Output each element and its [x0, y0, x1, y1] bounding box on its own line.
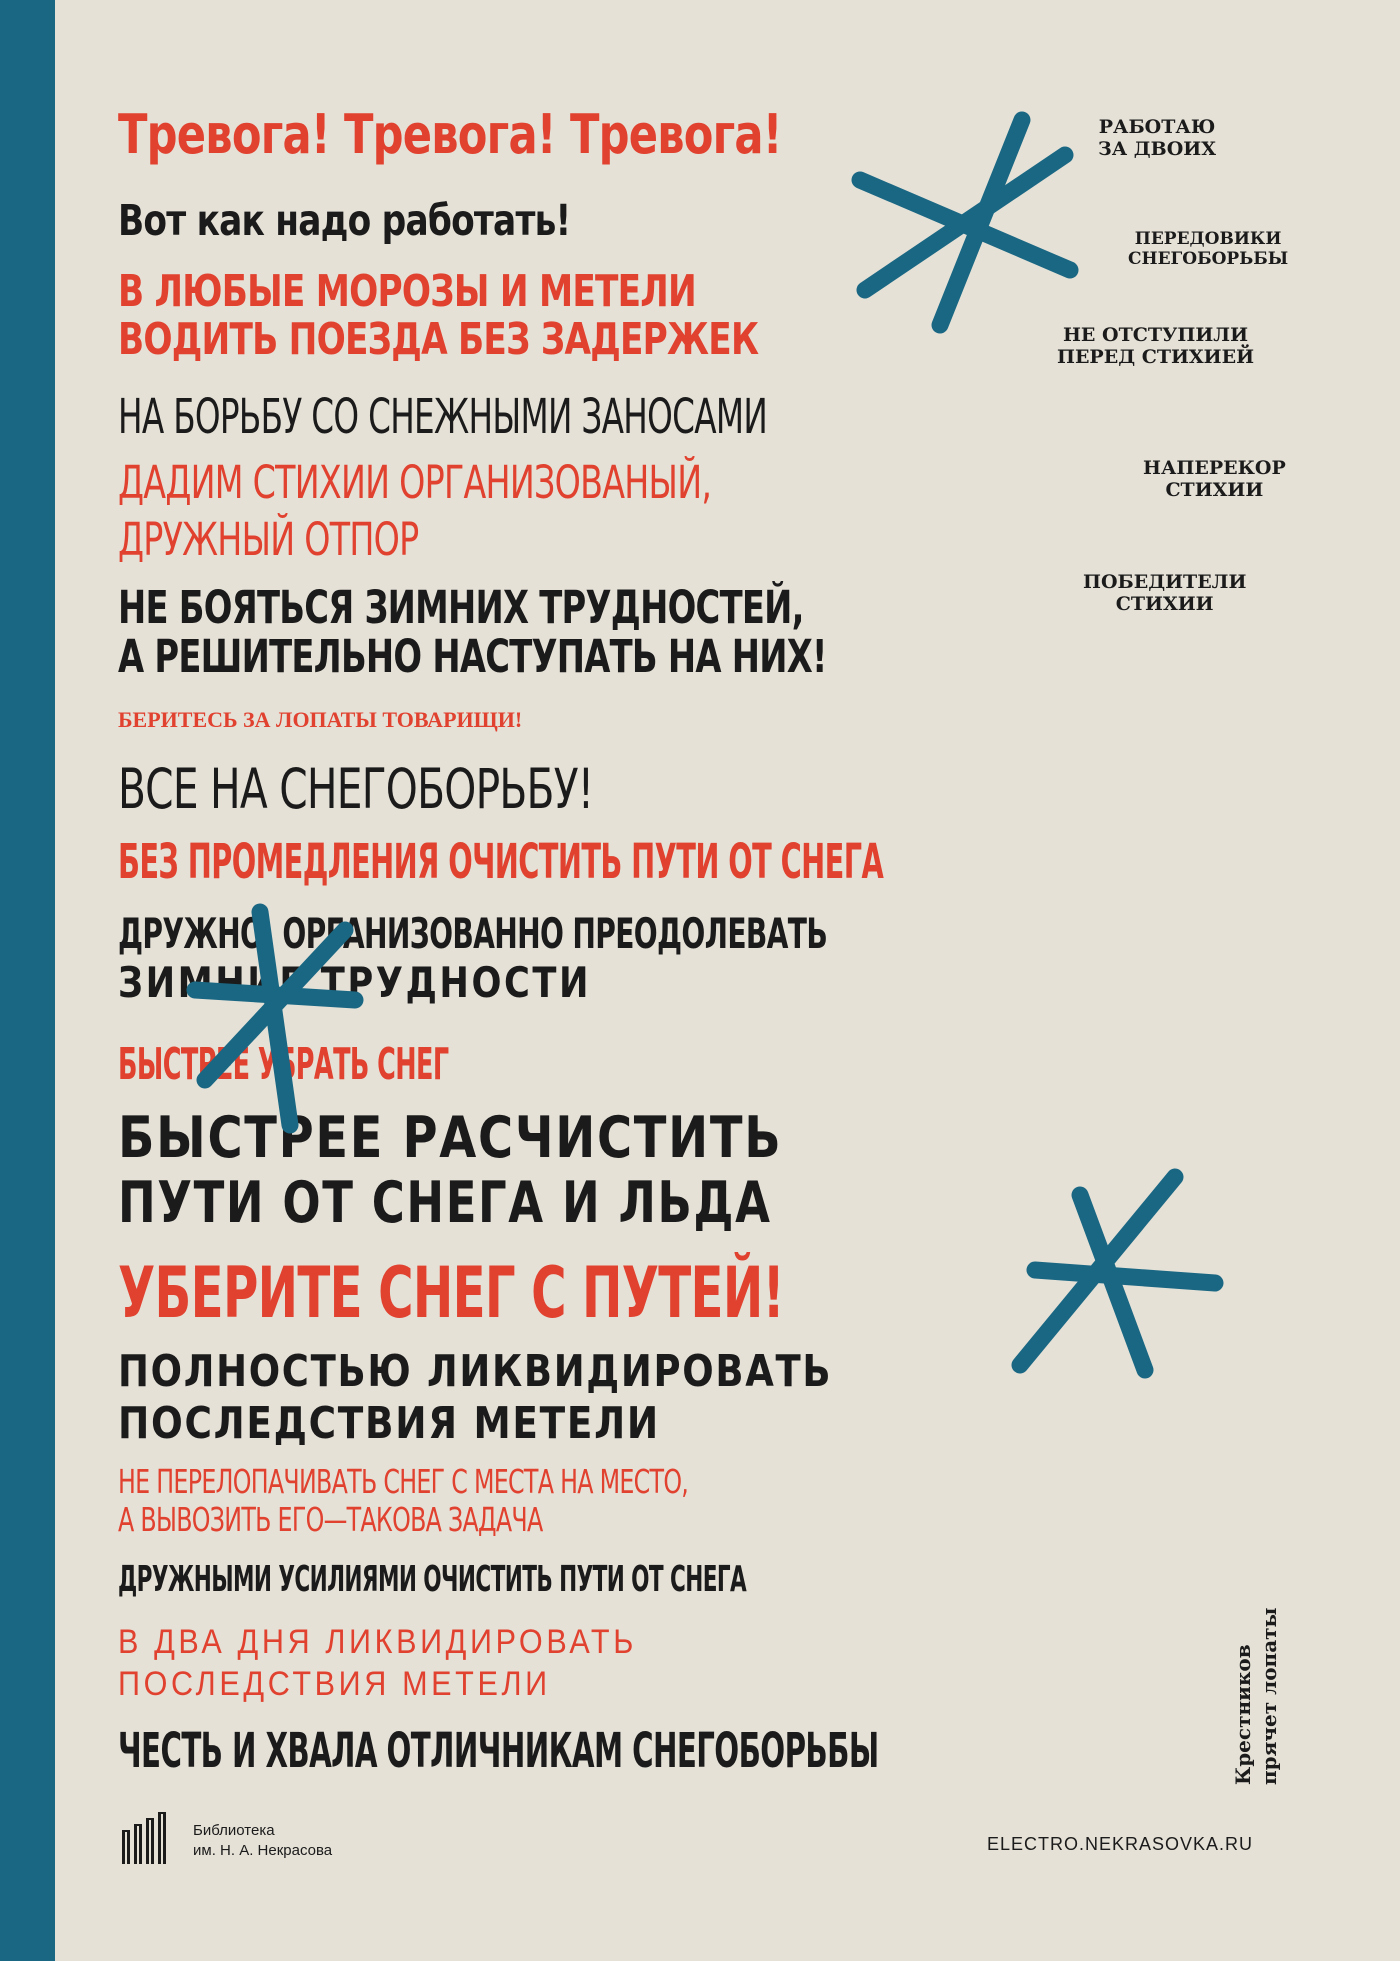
slogan-remove-snow-from-tracks: УБЕРИТЕ СНЕГ С ПУТЕЙ! [118, 1252, 784, 1334]
side-note-line: ПЕРЕДОВИКИ [1134, 229, 1282, 249]
snowflake-icon [850, 105, 1090, 345]
slogan-frost-2: ВОДИТЬ ПОЕЗДА БЕЗ ЗАДЕРЖЕК [118, 314, 759, 365]
slogan-clear-faster-2: ПУТИ ОТ СНЕГА И ЛЬДА [118, 1170, 772, 1236]
slogan-not-afraid-1: НЕ БОЯТЬСЯ ЗИМНИХ ТРУДНОСТЕЙ, [118, 581, 804, 634]
library-name [193, 1821, 332, 1862]
slogan-no-shoveling-1: НЕ ПЕРЕЛОПАЧИВАТЬ СНЕГ С МЕСТА НА МЕСТО, [118, 1462, 689, 1501]
side-note-line: СТИХИИ [1165, 478, 1264, 501]
slogan-clear-faster-1: БЫСТРЕЕ РАСЧИСТИТЬ [118, 1105, 783, 1171]
side-note-line: ПЕРЕД СТИХИЕЙ [1057, 345, 1255, 368]
slogan-rebuff-1: ДАДИМ СТИХИИ ОРГАНИЗОВАНЫЙ, [118, 456, 712, 509]
vertical-caption [1225, 1560, 1295, 1790]
side-note-line: СТИХИИ [1115, 592, 1214, 615]
slogan-two-days-1: В ДВА ДНЯ ЛИКВИДИРОВАТЬ [118, 1623, 637, 1661]
slogan-fight-snow: НА БОРЬБУ СО СНЕЖНЫМИ ЗАНОСАМИ [118, 389, 768, 445]
slogan-alarm: Тревога! Тревога! Тревога! [118, 103, 782, 166]
slogan-no-shoveling-2: А ВЫВОЗИТЬ ЕГО—ТАКОВА ЗАДАЧА [118, 1500, 543, 1539]
side-note-despite-elements [1143, 458, 1286, 502]
slogan-overcome-1: ДРУЖНО, ОРГАНИЗОВАННО ПРЕОДОЛЕВАТЬ [118, 909, 828, 958]
slogan-honor-and-praise: ЧЕСТЬ И ХВАЛА ОТЛИЧНИКАМ СНЕГОБОРЬБЫ [118, 1723, 879, 1779]
slogan-clear-tracks: БЕЗ ПРОМЕДЛЕНИЯ ОЧИСТИТЬ ПУТИ ОТ СНЕГА [118, 834, 884, 890]
slogan-how-to-work: Вот как надо работать! [118, 196, 571, 246]
slogan-eliminate-1: ПОЛНОСТЬЮ ЛИКВИДИРОВАТЬ [118, 1346, 833, 1397]
side-note-winners [1083, 572, 1246, 616]
side-note-line: НЕ ОТСТУПИЛИ [1062, 324, 1249, 346]
slogan-remove-snow-fast: БЫСТРЕЕ УБРАТЬ СНЕГ [118, 1039, 449, 1090]
slogan-overcome-2: ЗИМНИЕ ТРУДНОСТИ [118, 958, 592, 1007]
slogan-shovels: БЕРИТЕСЬ ЗА ЛОПАТЫ ТОВАРИЩИ! [118, 707, 523, 732]
side-note-line: НАПЕРЕКОР [1143, 457, 1286, 479]
snowflake-icon [185, 900, 375, 1140]
library-name-line-1: Библиотека [193, 1822, 275, 1839]
site-link[interactable]: ELECTRO.NEKRASOVKA.RU [987, 1834, 1254, 1854]
slogan-joint-efforts: ДРУЖНЫМИ УСИЛИЯМИ ОЧИСТИТЬ ПУТИ ОТ СНЕГА [118, 1559, 747, 1600]
side-note-line: ЗА ДВОИХ [1098, 137, 1216, 160]
side-note-line: ПОБЕДИТЕЛИ [1083, 571, 1247, 593]
side-note-line: СНЕГОБОРЬБЫ [1128, 248, 1289, 269]
snowflake-icon [1000, 1165, 1240, 1405]
side-accent-bar [0, 0, 55, 1961]
side-note-line: РАБОТАЮ [1098, 116, 1216, 138]
library-logo-icon [122, 1812, 174, 1864]
side-note-work-for-two [1098, 117, 1216, 161]
slogan-rebuff-2: ДРУЖНЫЙ ОТПОР [118, 513, 419, 566]
slogan-not-afraid-2: А РЕШИТЕЛЬНО НАСТУПАТЬ НА НИХ! [118, 630, 827, 683]
side-note-leaders [1128, 230, 1288, 269]
slogan-frost-1: В ЛЮБЫЕ МОРОЗЫ И МЕТЕЛИ [118, 266, 696, 317]
slogan-two-days-2: ПОСЛЕДСТВИЯ МЕТЕЛИ [118, 1665, 551, 1703]
slogan-eliminate-2: ПОСЛЕДСТВИЯ МЕТЕЛИ [118, 1398, 660, 1449]
slogan-all-to-snow: ВСЕ НА СНЕГОБОРЬБУ! [118, 757, 594, 821]
vertical-caption-line-1: Крестников [1231, 1644, 1255, 1785]
library-name-line-2: им. Н. А. Некрасова [193, 1842, 333, 1860]
vertical-caption-line-2: прячет лопаты [1257, 1607, 1281, 1785]
